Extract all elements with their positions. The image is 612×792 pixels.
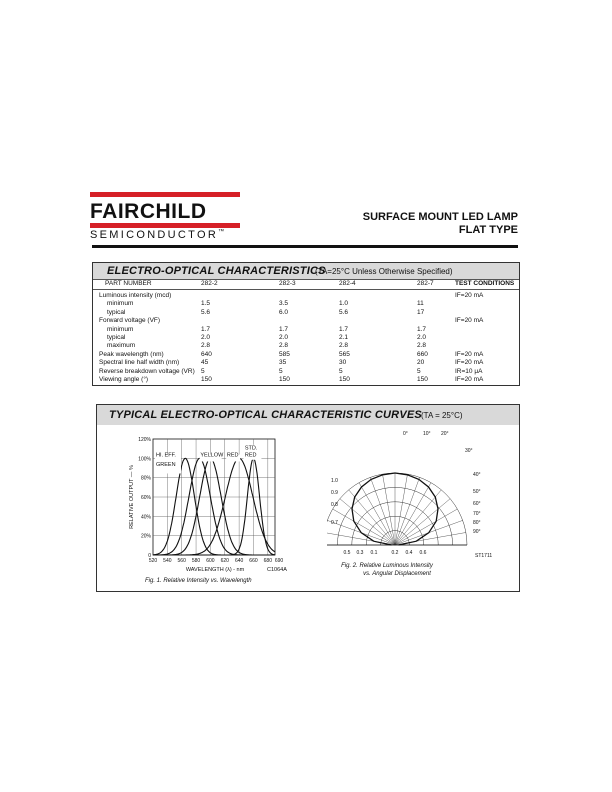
row-value: 35 [279, 359, 287, 367]
curves-heading: TYPICAL ELECTRO-OPTICAL CHARACTERISTIC CURVES [109, 409, 422, 421]
row-label: Luminous intensity (mcd) [99, 292, 172, 299]
row-value: 2.8 [279, 342, 289, 350]
row-value: 45 [201, 359, 209, 367]
row-value: 3.5 [279, 300, 289, 308]
row-value: 5 [279, 367, 283, 375]
row-value: 20 [417, 359, 425, 367]
row-value: 585 [279, 350, 290, 358]
row-label: Peak wavelength (nm) [99, 350, 164, 358]
fig2-angle-label: 80° [473, 520, 481, 526]
title-line-2: FLAT TYPE [458, 224, 518, 236]
row-value: 11 [417, 300, 424, 308]
fig1-code: C1064A [267, 567, 287, 573]
fig1-xtick-label: 660 [249, 558, 258, 564]
row-value: 6.0 [279, 308, 289, 316]
fig1-xtick-label: 520 [148, 558, 158, 564]
eo-column-header-row [93, 279, 519, 290]
row-label: minimum [107, 325, 134, 333]
fig1-title: Fig. 1. Relative Intensity vs. Wavelength [145, 578, 252, 584]
fig1-xtick-label: 600 [206, 558, 215, 564]
title-line-1: SURFACE MOUNT LED LAMP [362, 211, 518, 223]
row-label: typical [107, 334, 126, 341]
row-value: 150 [417, 376, 428, 383]
fig1-xtick-label: 690 [274, 558, 284, 564]
row-label: Reverse breakdown voltage (VR) [99, 367, 195, 375]
fig1-xtick-label: 560 [177, 558, 186, 564]
row-label: Forward voltage (VF) [99, 317, 161, 325]
fig1-ytick-label: 80% [140, 475, 151, 482]
row-value: 1.7 [279, 325, 289, 333]
fig2-angle-label: 10° [423, 431, 431, 437]
fig2-angle-label: 0° [403, 431, 408, 437]
row-value: 2.0 [417, 334, 427, 341]
row-value: 150 [339, 376, 350, 383]
row-label: maximum [107, 342, 136, 350]
fig2-angle-label: 70° [473, 511, 481, 517]
row-value: 1.7 [339, 325, 349, 333]
row-value: 150 [279, 376, 290, 383]
column-header-test-conditions: TEST CONDITIONS [455, 280, 515, 287]
row-value: 660 [417, 350, 428, 358]
eo-condition: (TA=25°C Unless Otherwise Specified) [315, 267, 453, 276]
fig1-ytick-label: 20% [140, 533, 151, 540]
fig2-bottom-label: 0.3 [356, 550, 364, 556]
row-condition: IF=20 mA [455, 292, 484, 299]
row-value: 1.0 [339, 300, 349, 308]
fig1-ytick-label: 0 [148, 553, 151, 559]
fig2-bottom-label: 0.4 [405, 550, 413, 556]
row-value: 150 [201, 376, 212, 383]
row-value: 2.1 [339, 334, 349, 341]
fig1-xtick-label: 640 [234, 558, 244, 564]
curves-panel [96, 404, 520, 592]
fig1-ytick-label: 60% [140, 495, 151, 501]
fig2-code: ST1711 [475, 553, 493, 559]
row-condition: IF=20 mA [455, 317, 484, 325]
row-value: 5.6 [339, 308, 349, 316]
row-value: 2.8 [339, 342, 349, 350]
fig2-radial-label: 0.9 [331, 490, 338, 496]
fig2-bottom-label: 0.2 [391, 550, 399, 556]
fig2-angle-label: 20° [441, 431, 449, 437]
logo-bar-top [90, 192, 240, 197]
title-rule [92, 245, 518, 248]
row-value: 1.5 [201, 300, 211, 308]
fig2-angle-label: 50° [473, 489, 481, 495]
column-header-part: PART NUMBER [105, 280, 152, 287]
curves-heading-bar [97, 405, 519, 425]
fig1-label-yellow: YELLOW [200, 452, 224, 459]
fig1-ytick-label: 120% [138, 437, 151, 443]
eo-heading-bar [93, 263, 519, 280]
logo-name: FAIRCHILD [90, 200, 207, 223]
row-label: typical [107, 308, 126, 316]
fig1-xlabel: WAVELENGTH (λ) - nm [185, 567, 245, 573]
row-value: 17 [417, 308, 425, 316]
fig2-radial-label: 0.8 [331, 502, 338, 508]
row-condition: IR=10 μA [455, 367, 483, 375]
fig2-angle-label: 60° [473, 501, 481, 507]
logo-bar-bottom [90, 223, 240, 228]
curves-condition: (TA = 25°C) [421, 411, 463, 420]
eo-heading: ELECTRO-OPTICAL CHARACTERISTICS [107, 265, 326, 277]
row-label: Viewing angle (°) [99, 376, 149, 383]
fig1-xtick-label: 580 [191, 558, 201, 564]
row-value: 5 [201, 367, 205, 375]
fig1-label-green: GREEN [156, 462, 176, 469]
fig2-bottom-label: 0.1 [370, 550, 378, 556]
fig2-title-line-1: Fig. 2. Relative Luminous Intensity [341, 563, 433, 569]
fig1-ylabel: RELATIVE OUTPUT — % [129, 465, 135, 529]
fig1-xtick-label: 620 [220, 558, 229, 564]
row-condition: IF=20 mA [455, 359, 484, 367]
fig2-radial-label: 1.0 [331, 478, 338, 484]
document-title [363, 211, 518, 237]
column-header-282-7: 282-7 [417, 280, 434, 287]
row-condition: IF=20 mA [455, 376, 484, 383]
fig2-bottom-label: 0.6 [419, 550, 427, 556]
row-value: 2.8 [201, 342, 211, 350]
row-value: 30 [339, 359, 347, 367]
company-logo [90, 192, 250, 252]
row-condition: IF=20 mA [455, 350, 484, 358]
row-value: 640 [201, 350, 212, 358]
fig1-ytick-label: 40% [140, 514, 151, 521]
fig1-ytick-label: 100% [138, 456, 151, 463]
fig2-radial-label: 0.7 [331, 520, 338, 526]
column-header-282-3: 282-3 [279, 280, 296, 287]
fig1-label-red: RED [226, 452, 239, 459]
row-value: 5.6 [201, 308, 211, 316]
row-value: 5 [417, 367, 421, 375]
fig1-xtick-label: 680 [263, 558, 272, 564]
row-value: 1.7 [201, 325, 211, 333]
fig2-angle-label: 90° [473, 529, 481, 535]
row-value: 1.7 [417, 325, 427, 333]
fig1-chart [97, 425, 297, 591]
row-value: 2.0 [201, 334, 211, 341]
eo-characteristics-panel [92, 262, 520, 386]
fig2-chart [327, 425, 517, 591]
row-value: 2.8 [417, 342, 427, 350]
fig2-title-line-2: vs. Angular Displacement [363, 571, 431, 577]
column-header-282-2: 282-2 [201, 280, 218, 287]
row-value: 5 [339, 367, 343, 375]
fig2-angle-label: 30° [465, 448, 473, 454]
logo-subtitle: SEMICONDUCTOR™ [90, 229, 225, 241]
fig1-xtick-label: 540 [163, 558, 172, 564]
row-label: minimum [107, 300, 134, 308]
fig2-angle-label: 40° [473, 472, 481, 478]
row-label: Spectral line half width (nm) [99, 359, 180, 367]
fig1-label-hi-eff: HI. EFF. [156, 452, 176, 459]
column-header-282-4: 282-4 [339, 280, 356, 287]
row-value: 565 [339, 350, 350, 358]
fig1-label-std: STD. [244, 445, 258, 452]
fig1-label-std-red: RED [244, 452, 257, 459]
row-value: 2.0 [279, 334, 289, 341]
fig2-bottom-label: 0.5 [343, 550, 351, 556]
